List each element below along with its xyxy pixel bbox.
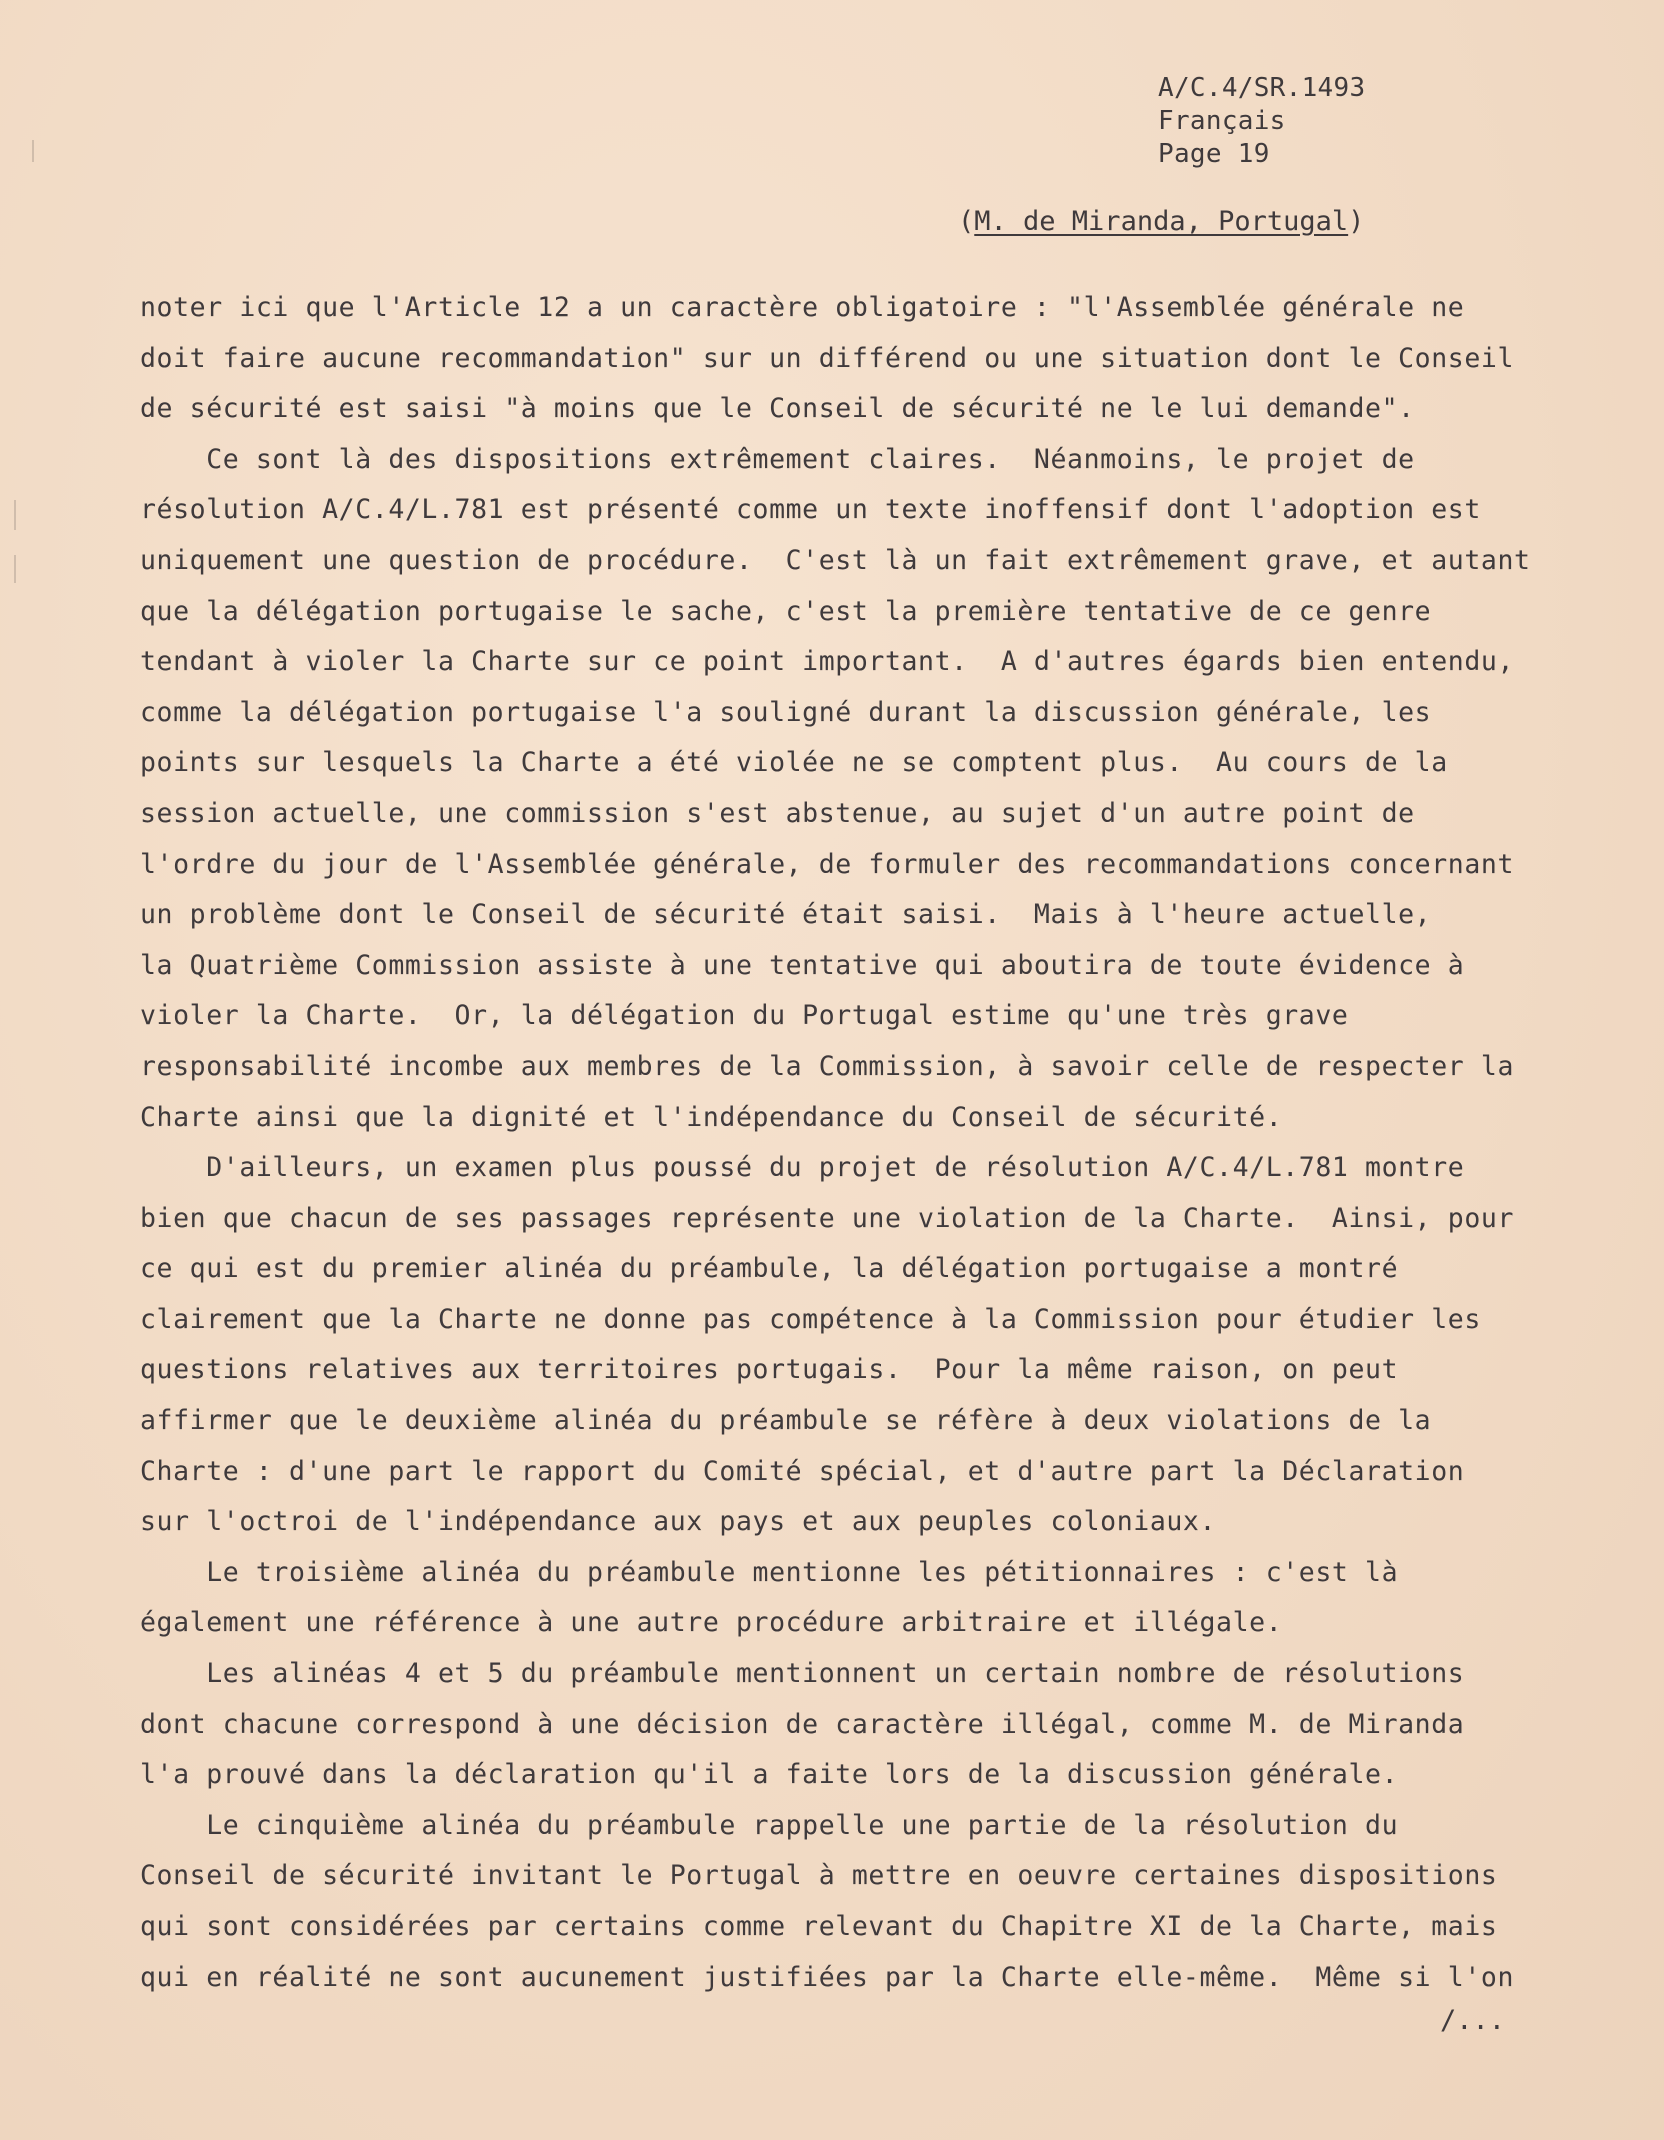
speaker-open-paren: ( (958, 206, 975, 237)
text-line: responsabilité incombe aux membres de la Commission, à savoir celle de respecter la (140, 1050, 1515, 1082)
text-line: de sécurité est saisi "à moins que le Conseil de sécurité ne le lui demande". (140, 393, 1415, 425)
text-line: affirmer que le deuxième alinéa du préambule se réfère à deux violations de la (140, 1405, 1432, 1437)
body-text (140, 283, 1560, 2003)
text-line: questions relatives aux territoires portugais. Pour la même raison, on peut (140, 1354, 1399, 1386)
text-line: bien que chacun de ses passages représente une violation de la Charte. Ainsi, pour (140, 1202, 1515, 1234)
text-line: Conseil de sécurité invitant le Portugal à mettre en oeuvre certaines dispositions (140, 1860, 1498, 1892)
speaker-attribution (958, 206, 1364, 237)
text-line: Charte : d'une part le rapport du Comité spécial, et d'autre part la Déclaration (140, 1455, 1465, 1487)
text-line: sur l'octroi de l'indépendance aux pays et aux peuples coloniaux. (140, 1506, 1217, 1538)
text-line: Le troisième alinéa du préambule mentionne les pétitionnaires : c'est là (140, 1556, 1399, 1588)
text-line: également une référence à une autre procédure arbitraire et illégale. (140, 1607, 1283, 1639)
text-line: comme la délégation portugaise l'a souligné durant la discussion générale, les (140, 696, 1432, 728)
text-line: dont chacune correspond à une décision de caractère illégal, comme M. de Miranda (140, 1708, 1465, 1740)
text-line: un problème dont le Conseil de sécurité était saisi. Mais à l'heure actuelle, (140, 899, 1432, 931)
text-line: noter ici que l'Article 12 a un caractère obligatoire : "l'Assemblée générale ne (140, 292, 1465, 323)
speaker-close-paren: ) (1348, 206, 1365, 237)
text-line: l'a prouvé dans la déclaration qu'il a faite lors de la discussion générale. (140, 1759, 1399, 1791)
scan-artifact (14, 555, 16, 583)
document-header (1158, 72, 1365, 171)
text-line: qui sont considérées par certains comme relevant du Chapitre XI de la Charte, mais (140, 1911, 1498, 1942)
text-line: session actuelle, une commission s'est abstenue, au sujet d'un autre point de (140, 797, 1415, 829)
document-language: Français (1158, 106, 1286, 136)
text-line: Le cinquième alinéa du préambule rappelle une partie de la résolution du (140, 1809, 1399, 1841)
text-line: Les alinéas 4 et 5 du préambule mentionnent un certain nombre de résolutions (140, 1658, 1465, 1690)
text-line: Charte ainsi que la dignité et l'indépendance du Conseil de sécurité. (140, 1101, 1283, 1133)
text-line: Ce sont là des dispositions extrêmement claires. Néanmoins, le projet de (140, 443, 1415, 475)
text-line: résolution A/C.4/L.781 est présenté comme un texte inoffensif dont l'adoption est (140, 494, 1481, 526)
text-line: points sur lesquels la Charte a été violée ne se comptent plus. Au cours de la (140, 747, 1448, 779)
text-line: qui en réalité ne sont aucunement justifiées par la Charte elle-même. Même si l'on (140, 1961, 1515, 1993)
text-line: uniquement une question de procédure. C'est là un fait extrêmement grave, et autant (140, 544, 1531, 576)
text-line: D'ailleurs, un examen plus poussé du projet de résolution A/C.4/L.781 montre (140, 1152, 1465, 1184)
text-line: tendant à violer la Charte sur ce point important. A d'autres égards bien entendu, (140, 646, 1515, 678)
scan-artifact (32, 140, 34, 162)
scan-artifact (14, 500, 16, 530)
text-line: la Quatrième Commission assiste à une tentative qui aboutira de toute évidence à (140, 949, 1465, 981)
text-line: ce qui est du premier alinéa du préambule, la délégation portugaise a montré (140, 1253, 1399, 1285)
document-symbol: A/C.4/SR.1493 (1158, 73, 1366, 103)
continuation-mark: /... (1440, 2005, 1506, 2036)
text-line: doit faire aucune recommandation" sur un différend ou une situation dont le Conseil (140, 342, 1515, 374)
text-line: l'ordre du jour de l'Assemblée générale, de formuler des recommandations concernant (140, 848, 1515, 880)
text-line: violer la Charte. Or, la délégation du Portugal estime qu'une très grave (140, 1000, 1349, 1032)
speaker-name: M. de Miranda, Portugal (974, 206, 1349, 237)
text-line: que la délégation portugaise le sache, c'est la première tentative de ce genre (140, 595, 1432, 627)
text-line: clairement que la Charte ne donne pas compétence à la Commission pour étudier les (140, 1303, 1481, 1335)
page-number: Page 19 (1158, 139, 1270, 169)
